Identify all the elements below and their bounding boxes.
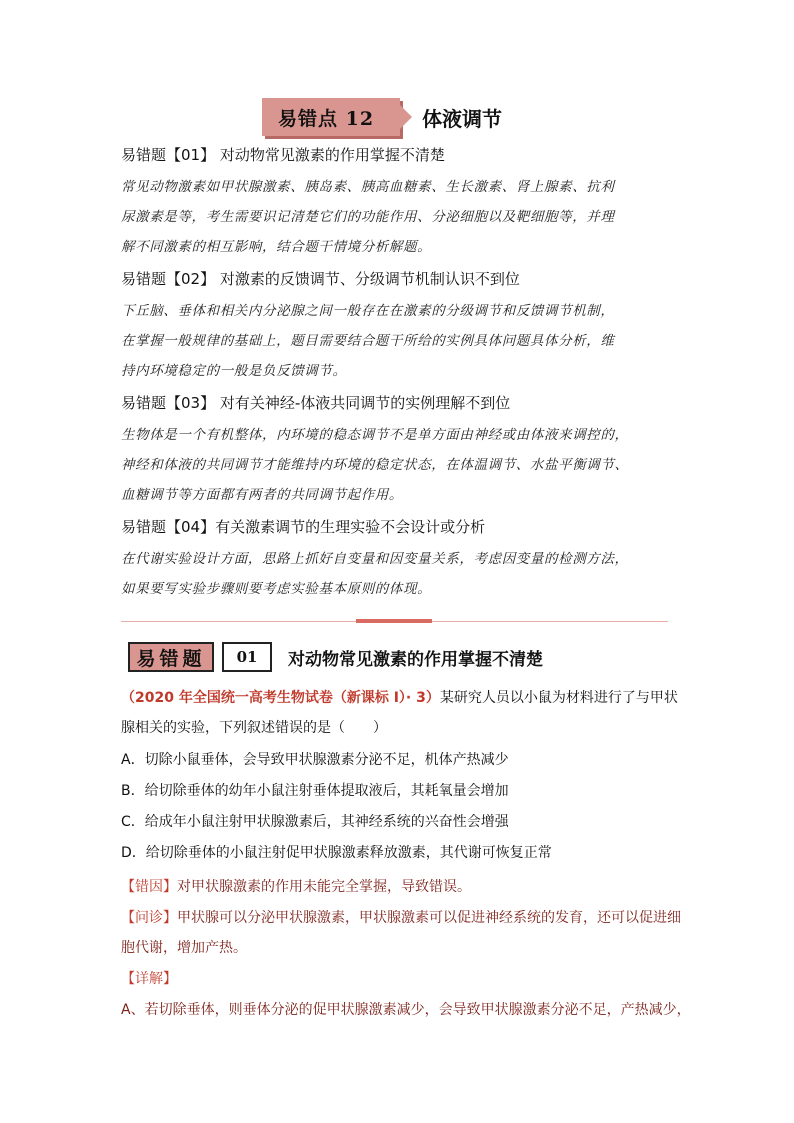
title-text: 体液调节 — [422, 106, 503, 131]
diagnosis-line-1 — [121, 907, 681, 927]
error-cause-text: 对甲状腺激素的作用未能完全掌握，导致错误。 — [177, 879, 471, 895]
section-number: 01 — [222, 642, 272, 672]
overview-heading-3: 易错题【03】 对有关神经-体液共同调节的实例理解不到位 — [121, 394, 511, 412]
detail-text: A、若切除垂体，则垂体分泌的促甲状腺激素减少，会导致甲状腺激素分泌不足，产热减少， — [121, 1002, 691, 1018]
title-badge: 易错点 12 — [262, 98, 400, 136]
overview-line: 下丘脑、垂体和相关内分泌腺之间一般存在在激素的分级调节和反馈调节机制， — [121, 303, 615, 319]
option-d: D．给切除垂体的小鼠注射促甲状腺激素释放激素，其代谢可恢复正常 — [121, 845, 552, 861]
overview-line: 解不同激素的相互影响，结合题干情境分析解题。 — [121, 239, 432, 255]
overview-line: 在掌握一般规律的基础上，题目需要结合题干所给的实例具体问题具体分析，维 — [121, 333, 615, 349]
error-cause-label: 【错因】 — [121, 879, 177, 895]
overview-line: 血糖调节等方面都有两者的共同调节起作用。 — [121, 487, 403, 503]
page-title — [262, 98, 502, 136]
overview-heading-1: 易错题【01】 对动物常见激素的作用掌握不清楚 — [121, 146, 445, 164]
section-title: 对动物常见激素的作用掌握不清楚 — [288, 649, 543, 670]
section-badge: 易错题 — [128, 642, 214, 672]
overview-body-3 — [121, 420, 676, 510]
overview-line: 生物体是一个有机整体，内环境的稳态调节不是单方面由神经或由体液来调控的， — [121, 427, 629, 443]
error-cause — [121, 876, 471, 896]
overview-body-1 — [121, 172, 676, 262]
option-b: B．给切除垂体的幼年小鼠注射垂体提取液后，其耗氧量会增加 — [121, 783, 509, 799]
overview-line: 如果要写实验步骤则要考虑实验基本原则的体现。 — [121, 581, 432, 597]
overview-line: 在代谢实验设计方面，思路上抓好自变量和因变量关系，考虑因变量的检测方法， — [121, 551, 629, 567]
detail-label: 【详解】 — [121, 971, 177, 987]
overview-body-2 — [121, 296, 676, 386]
overview-line: 神经和体液的共同调节才能维持内环境的稳定状态，在体温调节、水盐平衡调节、 — [121, 457, 629, 473]
option-c: C．给成年小鼠注射甲状腺激素后，其神经系统的兴奋性会增强 — [121, 814, 509, 830]
diagnosis-label: 【问诊】 — [121, 910, 177, 926]
overview-line: 常见动物激素如甲状腺激素、胰岛素、胰高血糖素、生长激素、肾上腺素、抗利 — [121, 179, 615, 195]
overview-line: 尿激素是等，考生需要识记清楚它们的功能作用、分泌细胞以及靶细胞等，并理 — [121, 209, 615, 225]
overview-heading-2: 易错题【02】 对激素的反馈调节、分级调节机制认识不到位 — [121, 270, 520, 288]
overview-heading-4: 易错题【04】有关激素调节的生理实验不会设计或分析 — [121, 518, 486, 536]
section-divider-accent — [356, 619, 432, 623]
overview-line: 持内环境稳定的一般是负反馈调节。 — [121, 363, 347, 379]
diagnosis-text-1: 甲状腺可以分泌甲状腺激素，甲状腺激素可以促进神经系统的发育，还可以促进细 — [177, 910, 681, 926]
question-stem: 某研究人员以小鼠为材料进行了与甲状 — [439, 690, 678, 706]
overview-body-4 — [121, 544, 676, 604]
diagnosis-line-2: 胞代谢，增加产热。 — [121, 940, 247, 956]
question-source: （2020 年全国统一高考生物试卷（新课标 I）· 3） — [121, 690, 440, 706]
question-stem-line-1 — [121, 687, 678, 707]
option-a: A．切除小鼠垂体，会导致甲状腺激素分泌不足，机体产热减少 — [121, 752, 509, 768]
question-stem-line-2: 腺相关的实验，下列叙述错误的是（ ） — [121, 720, 387, 736]
section-header — [128, 640, 543, 674]
